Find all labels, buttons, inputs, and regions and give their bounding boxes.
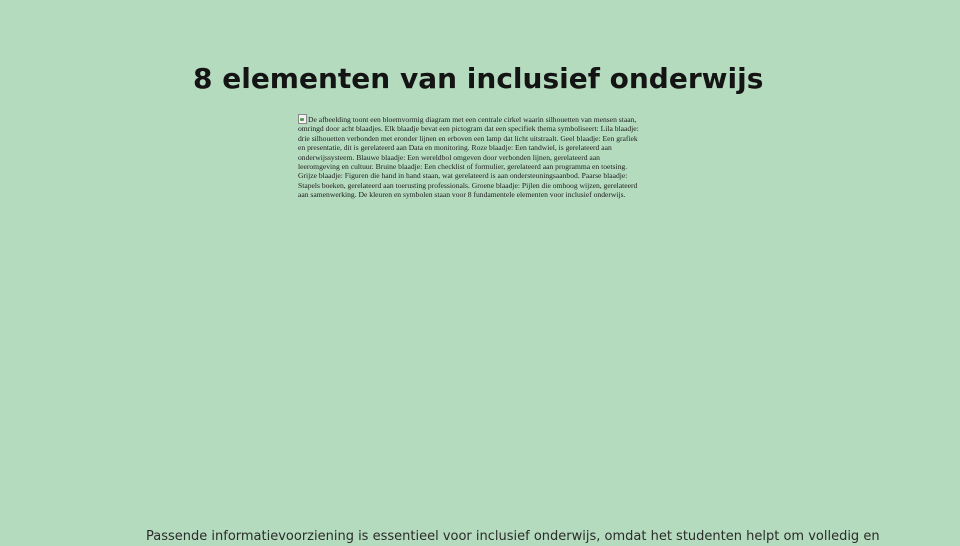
intro-paragraph: Passende informatievoorziening is essentieel voor inclusief onderwijs, omdat het studenten helpt om volledig en bbox=[146, 529, 880, 544]
broken-image-icon bbox=[298, 114, 307, 123]
page-title: 8 elementen van inclusief onderwijs bbox=[193, 62, 764, 95]
broken-image bbox=[298, 114, 643, 200]
flower-diagram-figure bbox=[298, 114, 643, 200]
image-alt-text: De afbeelding toont een bloemvormig diagram met een centrale cirkel waarin silhouetten van mensen staan, omringd door acht blaadjes. Elk blaadje bevat een pictogram dat een specifiek thema symboliseert: Lila blaadje: drie silhouetten verbonden met eronder lijnen en erboven een lamp dat licht uitstraalt. Geel blaadje: Een grafiek en presentatie, dit is gerelateerd aan Data en monitoring. Roze blaadje: Een tandwiel, is gerelateerd aan onderwijssysteem. Blauwe blaadje: Een wereldbol omgeven door verbonden lijnen, gerelateerd aan leeromgeving en cultuur. Bruine blaadje: Een checklist of formulier, gerelateerd aan programma en toetsing. Grijze blaadje: Figuren die hand in hand staan, wat gerelateerd is aan ondersteuningsaanbod. Paarse blaadje: Stapels boeken, gerelateerd aan toerusting professionals. Groene blaadje: Pijlen die omhoog wijzen, gerelateerd aan samenwerking. De kleuren en symbolen staan voor 8 fundamentele elementen voor inclusief onderwijs. bbox=[298, 115, 639, 200]
